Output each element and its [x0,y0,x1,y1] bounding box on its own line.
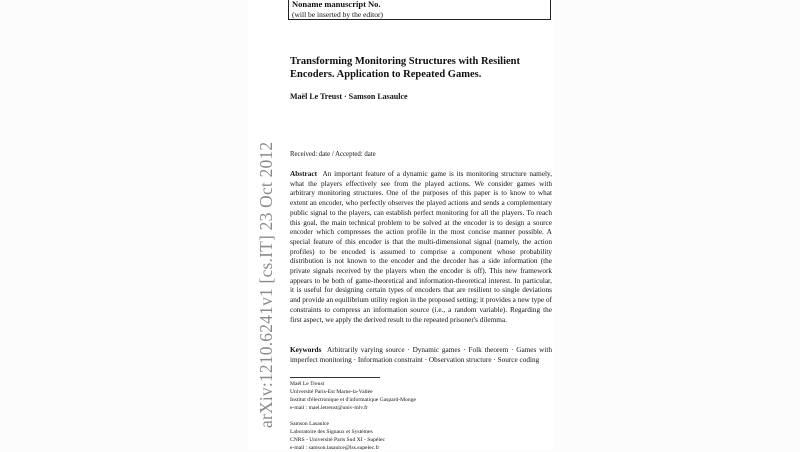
abstract-paragraph [290,170,552,325]
received-date-line: Received: date / Accepted: date [290,151,376,158]
abstract-label: Abstract [290,170,317,178]
author-affiliation [290,380,552,412]
keywords-paragraph [290,346,552,365]
editor-note: (will be inserted by the editor) [292,9,384,19]
manuscript-header-box [288,0,551,20]
affiliation-institute: CNRS - Université Paris Sud XI - Supélec [290,437,385,443]
author-list: Maël Le Treust · Samson Lasaulce [290,92,408,101]
affiliation-email: e-mail : mael.letreust@univ-mlv.fr [290,405,368,411]
affiliation-name: Maël Le Treust [290,381,325,387]
author-affiliation [290,420,552,452]
affiliation-university: Université Paris-Est Marne-la-Vallée [290,389,373,395]
paper-title: Transforming Monitoring Structures with Resilient Encoders. Application to Repeated Games. [290,56,521,80]
manuscript-number-label: Noname manuscript No. [292,0,381,9]
footnote-divider [290,377,380,378]
abstract-text: An important feature of a dynamic game is its monitoring structure namely, what the players effectively see from the played actions. We consider games with arbitrary monitoring structures. One of the purposes of this paper is to know to what extent an encoder, who perfectly observes the played actions and sends a complementary public signal to the players, can establish perfect monitoring for all the players. To reach this goal, the main technical problem to be solved at the encoder is to design a source encoder which compresses the action profile in the most concise manner possible. A special feature of this encoder is that the multi-dimensional signal (namely, the action profiles) to be encoded is assumed to comprise a component whose probability distribution is not known to the encoder and the decoder has a side information (the private signals received by the players when the encoder is off). This new framework appears to be both of game-theoretical and information-theoretical interest. In particular, it is useful for designing certain types of encoders that are resilient to single deviations and provide an equilibrium utility region in the proposed setting; it provides a new type of constraints to compress an information source (i.e., a random variable). Regarding the first aspect, we apply the derived result to the repeated prisoner's dilemma. [290,170,553,324]
keywords-label: Keywords [290,346,322,354]
arxiv-identifier-stamp: arXiv:1210.6241v1 [cs.IT] 23 Oct 2012 [256,141,276,428]
affiliation-laboratory: Laboratoire des Signaux et Systèmes [290,429,373,435]
keywords-text: Arbitrarily varying source · Dynamic games · Folk theorem · Games with imperfect monitoring · Information constraint · Observation structure · Source coding [290,346,553,364]
affiliation-name: Samson Lasaulce [290,421,329,427]
affiliation-institute: Institut d'électronique et d'informatique Gaspard-Monge [290,397,416,403]
affiliation-email: e-mail : samson.lasaulce@lss.supelec.fr [290,445,380,451]
